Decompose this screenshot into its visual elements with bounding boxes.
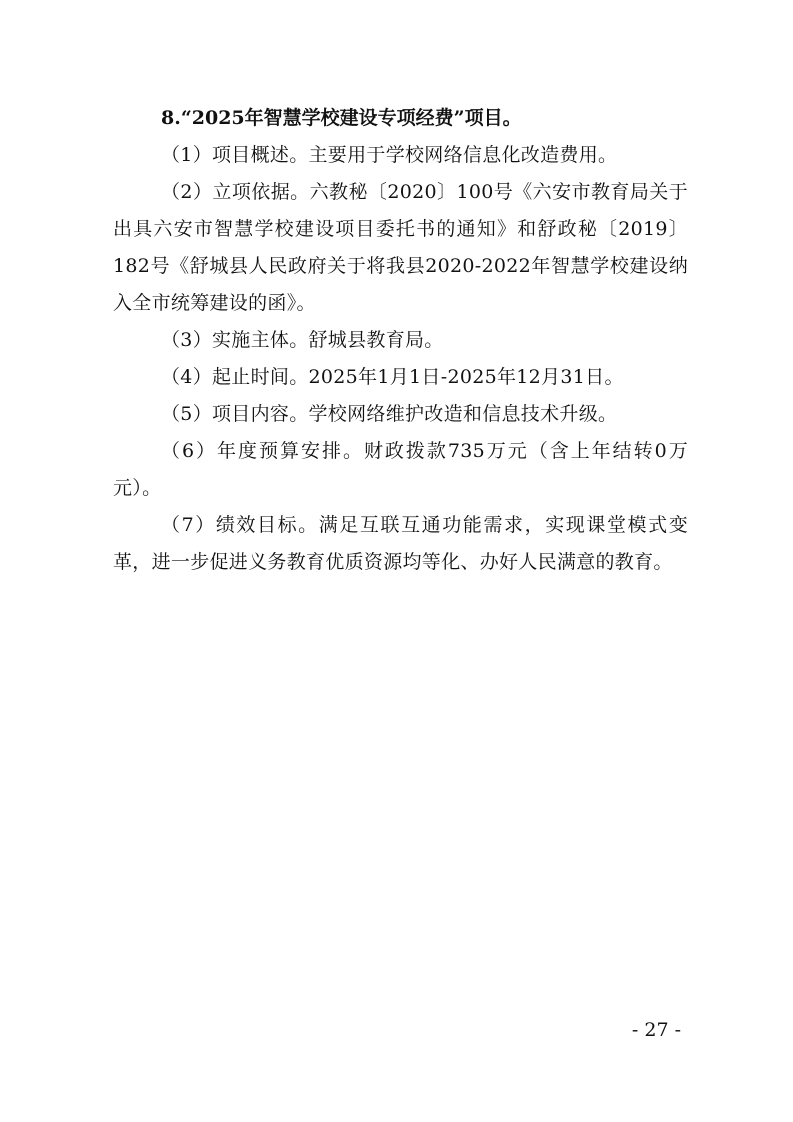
paragraph-basis: （2）立项依据。六教秘〔2020〕100号《六安市教育局关于出具六安市智慧学校建设项目委托书的通知》和舒政秘〔2019〕182号《舒城县人民政府关于将我县2020-2022年智慧学校建设纳入全市统筹建设的函》。: [113, 181, 688, 314]
paragraph-implementer: （3）实施主体。舒城县教育局。: [161, 329, 444, 351]
paragraph-budget: （6）年度预算安排。财政拨款735万元（含上年结转0万元）。: [113, 440, 688, 499]
paragraph-content: （5）项目内容。学校网络维护改造和信息技术升级。: [161, 403, 618, 425]
section-heading: 8.“2025年智慧学校建设专项经费”项目。: [161, 107, 522, 129]
page-number: - 27 -: [631, 1019, 681, 1041]
paragraph-goal: （7）绩效目标。满足互联互通功能需求，实现课堂模式变革，进一步促进义务教育优质资源均等化、办好人民满意的教育。: [113, 514, 688, 573]
paragraph-period: （4）起止时间。2025年1月1日-2025年12月31日。: [161, 366, 624, 388]
document-body: [113, 100, 688, 581]
paragraph-overview: （1）项目概述。主要用于学校网络信息化改造费用。: [161, 144, 618, 166]
